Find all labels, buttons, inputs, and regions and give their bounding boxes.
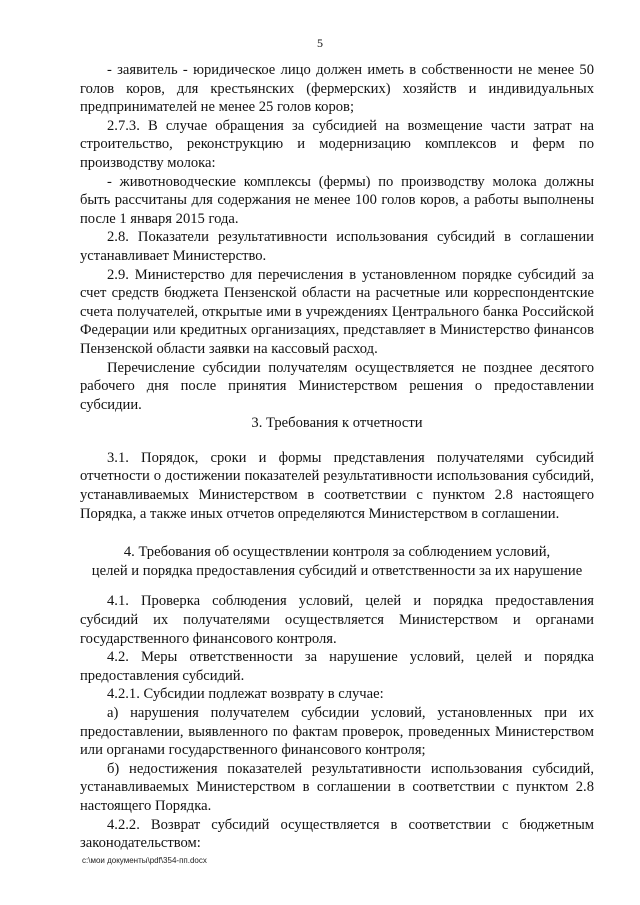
page-number: 5 xyxy=(317,36,323,50)
paragraph: б) недостижения показателей результативности использования субсидий, устанавливаемых Министерством в соглашении в соответствии с пунктом 2.8 настоящего Порядка. xyxy=(80,760,594,814)
paragraph: 4.2. Меры ответственности за нарушение условий, целей и порядка предоставления субсидий. xyxy=(80,649,594,684)
section-4-heading-line2: целей и порядка предоставления субсидий и ответственности за их нарушение xyxy=(91,562,583,579)
paragraph: а) нарушения получателем субсидии условий, установленных при их предоставлении, выявленного по фактам проверок, проведенных Министерством или органами государственного финансового контроля; xyxy=(80,705,594,759)
paragraph: 2.8. Показатели результативности использования субсидий в соглашении устанавливает Министерство. xyxy=(80,229,594,264)
section-4-heading-line1: 4. Требования об осуществлении контроля за соблюдением условий, xyxy=(123,544,551,561)
file-path-footer: c:\мои документы\pdf\354-пп.docx xyxy=(82,856,207,865)
paragraph: 4.2.1. Субсидии подлежат возврату в случае: xyxy=(107,686,384,703)
paragraph: - животноводческие комплексы (фермы) по производству молока должны быть рассчитаны для содержания не менее 100 голов коров, а работы выполнены после 1 января 2015 года. xyxy=(80,173,594,227)
section-3-heading: 3. Требования к отчетности xyxy=(251,415,423,432)
paragraph: 2.7.3. В случае обращения за субсидией на возмещение части затрат на строительство, реконструкцию и модернизацию комплексов и ферм по производству молока: xyxy=(80,117,594,171)
paragraph: 4.2.2. Возврат субсидий осуществляется в соответствии с бюджетным законодательством: xyxy=(80,816,594,852)
section-3-paragraph: 3.1. Порядок, сроки и формы представления получателями субсидий отчетности о достижении показателей результативности использования субсидий, устанавливаемых Министерством в соответствии с пунктом 2.8 настоящего Порядка, а также иных отчетов определяются Министерством в соглашении. xyxy=(80,449,594,522)
paragraph: - заявитель - юридическое лицо должен иметь в собственности не менее 50 голов коров, для крестьянских (фермерских) хозяйств и индивидуальных предпринимателей не менее 25 голов коров; xyxy=(80,62,594,116)
paragraph: 2.9. Министерство для перечисления в установленном порядке субсидий за счет средств бюджета Пензенской области на расчетные или корреспондентские счета получателей, открытые ими в учреждениях Центрального банка Российской Федерации или кредитных организациях, представляет в Министерство финансов Пензенской области заявки на кассовый расход. xyxy=(80,266,594,357)
document-body xyxy=(80,61,594,853)
paragraph: Перечисление субсидии получателям осуществляется не позднее десятого рабочего дня после принятия Министерством решения о предоставлении субсидии. xyxy=(80,359,594,413)
paragraph: 4.1. Проверка соблюдения условий, целей и порядка предоставления субсидий их получателями осуществляется Министерством и органами государственного финансового контроля. xyxy=(80,593,594,647)
